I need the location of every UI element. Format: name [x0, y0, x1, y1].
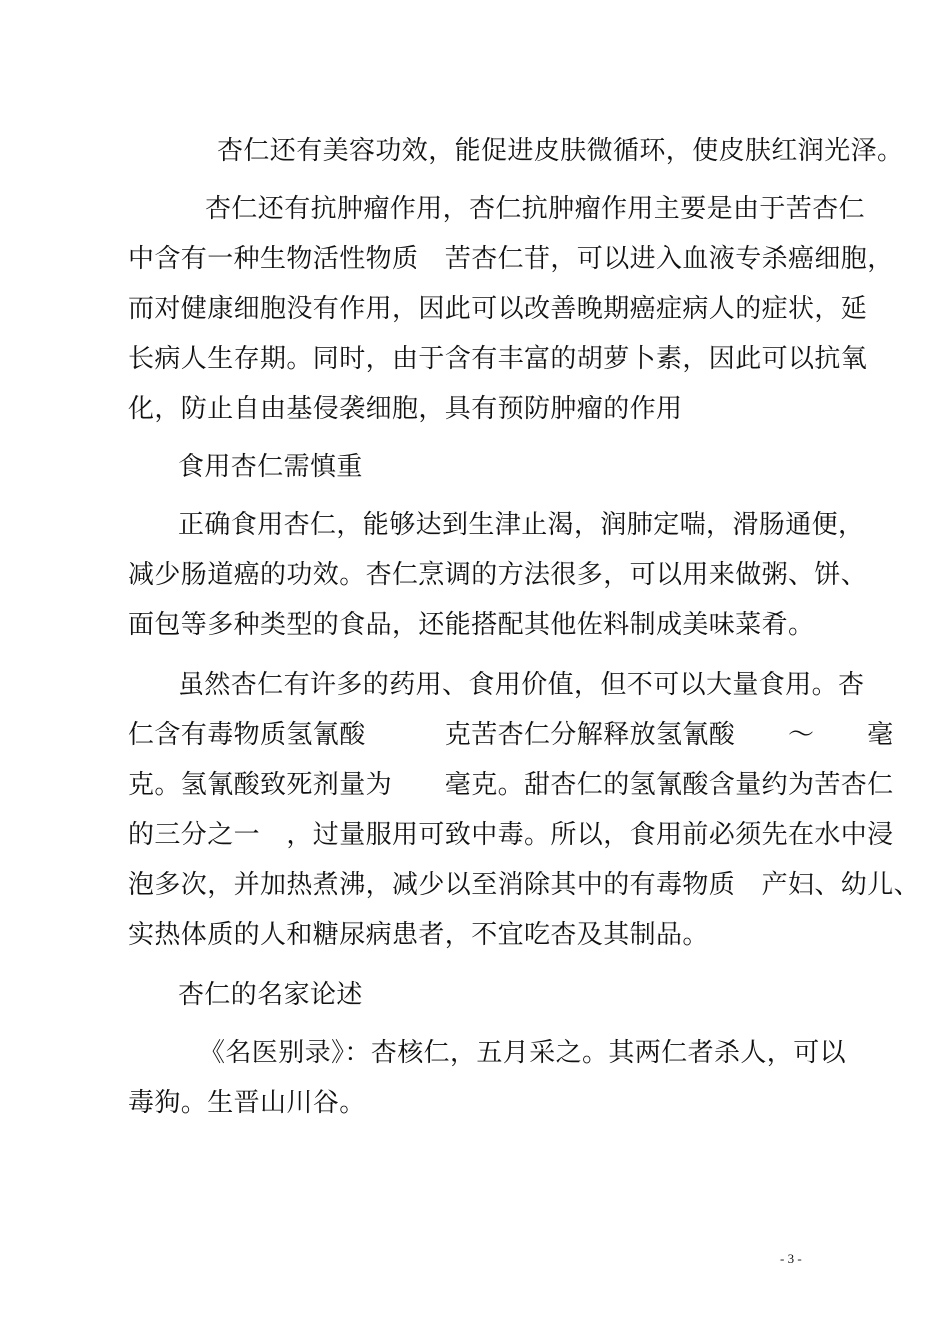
paragraph-toxicity-line-6: 实热体质的人和糖尿病患者，不宜吃杏及其制品。	[128, 920, 709, 950]
paragraph-toxicity-line-1: 虽然杏仁有许多的药用、食用价值，但不可以大量食用。杏	[178, 670, 865, 700]
paragraph-toxicity-line-2: 仁含有毒物质氢氰酸 克苦杏仁分解释放氢氰酸 ～ 毫	[128, 720, 894, 750]
heading-eat-carefully: 食用杏仁需慎重	[178, 452, 363, 482]
paragraph-correct-eating-line-1: 正确食用杏仁，能够达到生津止渴，润肺定喘，滑肠通便，	[178, 510, 865, 540]
paragraph-correct-eating-line-2: 减少肠道癌的功效。杏仁烹调的方法很多，可以用来做粥、饼、	[128, 560, 868, 590]
paragraph-toxicity-line-5: 泡多次，并加热煮沸，减少以至消除其中的有毒物质 产妇、幼儿、	[128, 870, 921, 900]
paragraph-antitumor-line-5: 化，防止自由基侵袭细胞，具有预防肿瘤的作用	[128, 394, 683, 424]
paragraph-beauty-line-1: 杏仁还有美容功效，能促进皮肤微循环，使皮肤红润光泽。	[217, 136, 904, 166]
paragraph-antitumor-line-2: 中含有一种生物活性物质 苦杏仁苷，可以进入血液专杀癌细胞，	[128, 244, 894, 274]
paragraph-antitumor-line-3: 而对健康细胞没有作用，因此可以改善晚期癌症病人的症状，延	[128, 294, 868, 324]
paragraph-toxicity-line-3: 克。氢氰酸致死剂量为 毫克。甜杏仁的氢氰酸含量约为苦杏仁	[128, 770, 894, 800]
paragraph-antitumor-line-4: 长病人生存期。同时，由于含有丰富的胡萝卜素，因此可以抗氧	[128, 344, 868, 374]
paragraph-mingyi-bielu-line-2: 毒狗。生晋山川谷。	[128, 1088, 366, 1118]
paragraph-antitumor-line-1: 杏仁还有抗肿瘤作用，杏仁抗肿瘤作用主要是由于苦杏仁	[205, 194, 866, 224]
heading-famous-commentary: 杏仁的名家论述	[178, 980, 363, 1010]
paragraph-correct-eating-line-3: 面包等多种类型的食品，还能搭配其他佐料制成美味菜肴。	[128, 610, 815, 640]
paragraph-mingyi-bielu-line-1: 《名医别录》：杏核仁，五月采之。其两仁者杀人，可以	[199, 1038, 847, 1068]
page-number: - 3 -	[780, 1251, 802, 1266]
paragraph-toxicity-line-4: 的三分之一 ，过量服用可致中毒。所以，食用前必须先在水中浸	[128, 820, 894, 850]
